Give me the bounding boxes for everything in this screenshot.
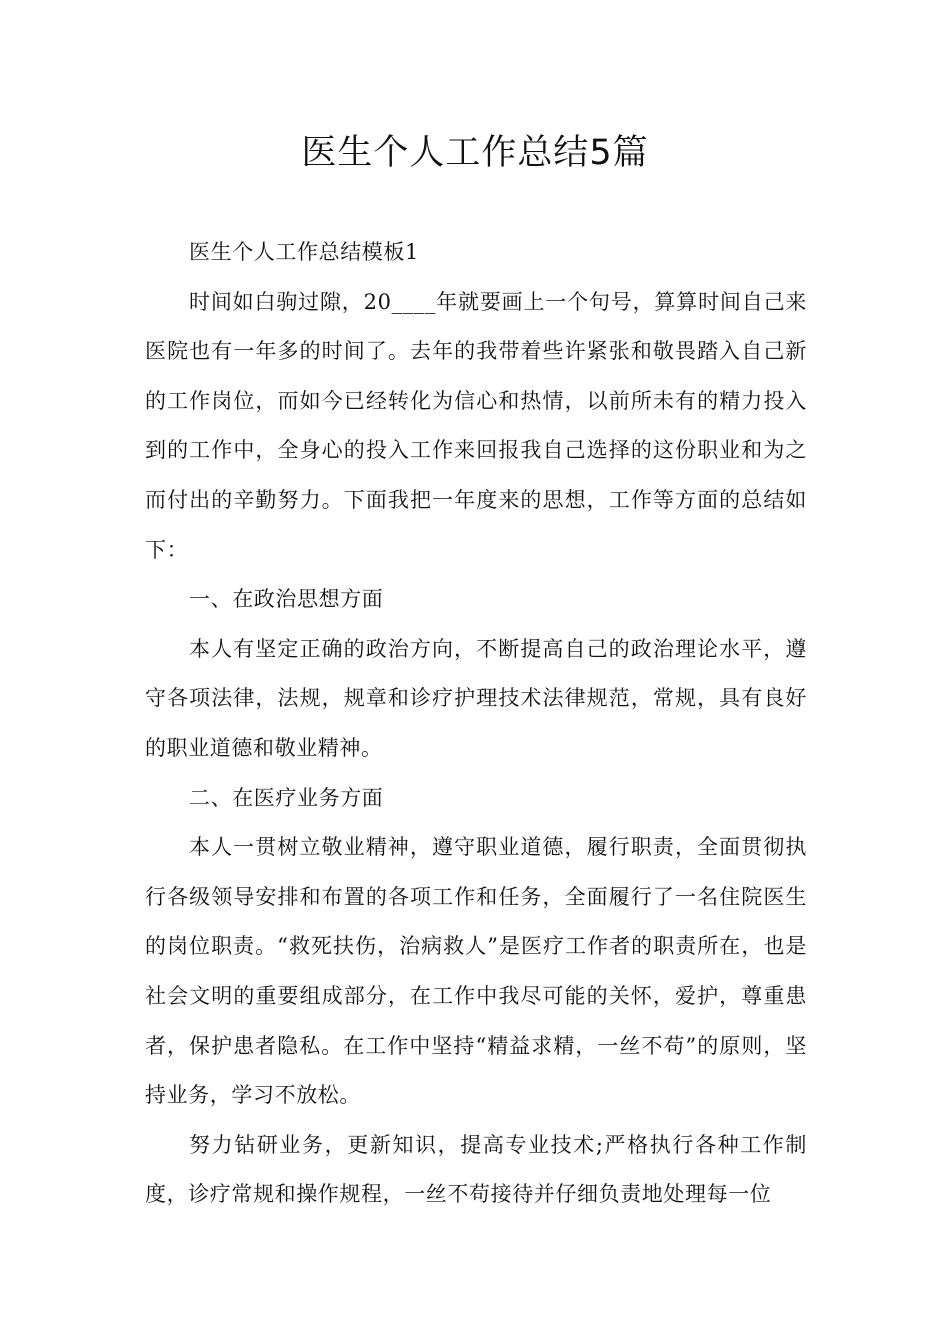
study-paragraph: 努力钻研业务，更新知识，提高专业技术;严格执行各种工作制度，诊疗常规和操作规程，一丝不苟接待并仔细负责地处理每一位 <box>145 1132 807 1207</box>
intro-paragraph: 时间如白驹过隙，20____年就要画上一个句号，算算时间自己来医院也有一年多的时间了。去年的我带着些许紧张和敬畏踏入自己新的工作岗位，而如今已经转化为信心和热情，以前所未有的精力投入到的工作中，全身心的投入工作来回报我自己选择的这份职业和为之而付出的辛勤努力。下面我把一年度来的思想，工作等方面的总结如下： <box>145 289 807 562</box>
document-body <box>145 228 807 1220</box>
section-heading-medical: 二、在医疗业务方面 <box>189 785 384 810</box>
document-title: 医生个人工作总结5篇 <box>301 133 649 173</box>
section-heading-political: 一、在政治思想方面 <box>189 587 384 612</box>
political-paragraph: 本人有坚定正确的政治方向，不断提高自己的政治理论水平，遵守各项法律，法规，规章和诊疗护理技术法律规范，常规，具有良好的职业道德和敬业精神。 <box>145 636 807 760</box>
medical-paragraph: 本人一贯树立敬业精神，遵守职业道德，履行职责，全面贯彻执行各级领导安排和布置的各项工作和任务，全面履行了一名住院医生的岗位职责。“救死扶伤，治病救人”是医疗工作者的职责所在，也是社会文明的重要组成部分，在工作中我尽可能的关怀，爱护，尊重患者，保护患者隐私。在工作中坚持“精益求精，一丝不苟”的原则，坚持业务，学习不放松。 <box>145 835 807 1108</box>
section-heading-template-1: 医生个人工作总结模板1 <box>189 240 419 264</box>
